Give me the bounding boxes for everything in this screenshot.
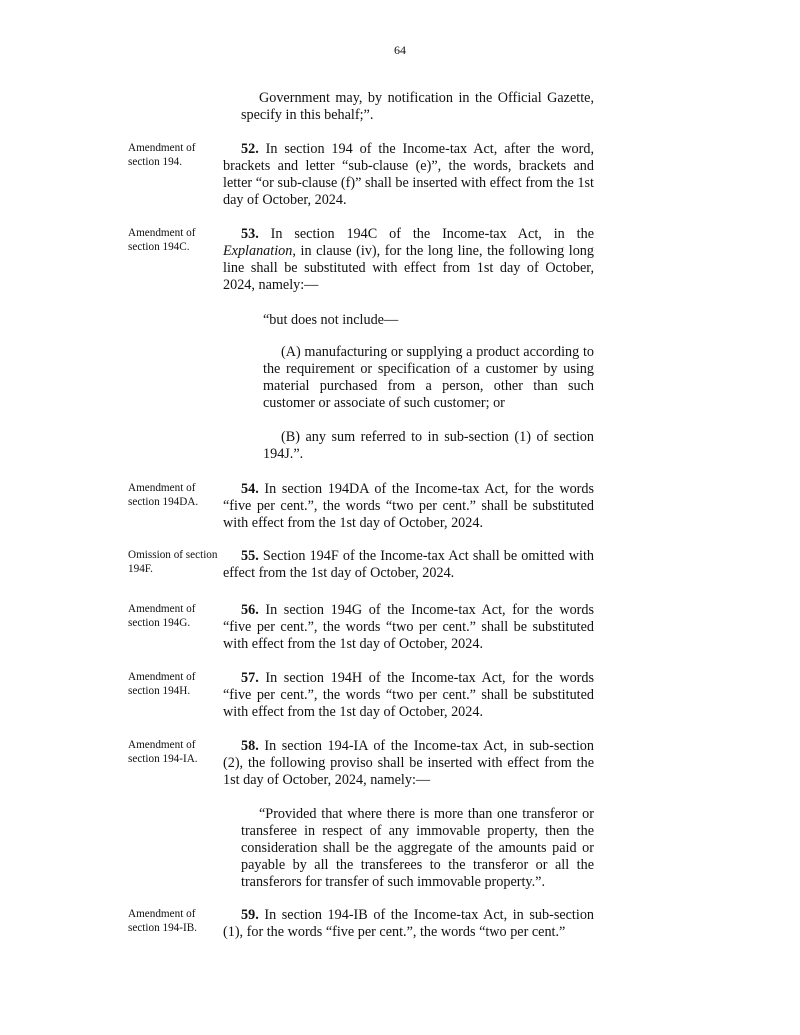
section-57-text: In section 194H of the Income-tax Act, for the words “five per cent.”, the words “two per cent.” shall be substituted with effect from the 1st day of October, 2024. (223, 670, 594, 720)
section-53 (223, 226, 594, 294)
section-58-text: In section 194-IA of the Income-tax Act, in sub-section (2), the following proviso shall be inserted with effect from the 1st day of October, 2024, namely:— (223, 738, 594, 788)
section-number-54: 54. (241, 481, 259, 497)
section-59 (223, 907, 594, 941)
section-53-text-a: In section 194C of the Income-tax Act, in the (270, 226, 594, 242)
section-number-59: 59. (241, 907, 259, 923)
margin-note-58: Amendment of section 194-IA. (128, 739, 198, 765)
section-number-58: 58. (241, 738, 259, 754)
section-53-italic: Explanation (223, 243, 293, 259)
section-57 (223, 670, 594, 721)
section-52 (223, 141, 594, 209)
section-54-text: In section 194DA of the Income-tax Act, for the words “five per cent.”, the words “two per cent.” shall be substituted with effect from the 1st day of October, 2024. (223, 481, 594, 531)
section-53-text-b: , in clause (iv), for the long line, the following long line shall be substituted with effect from 1st day of October, 2024, namely:— (223, 243, 594, 293)
section-52-text: In section 194 of the Income-tax Act, after the word, brackets and letter “sub-clause (e)”, the words, brackets and letter “or sub-clause (f)” shall be inserted with effect from the 1st day of October, 2024. (223, 141, 595, 208)
margin-note-56: Amendment of section 194G. (128, 603, 196, 629)
section-54 (223, 481, 594, 532)
page-number: 64 (394, 43, 406, 57)
section-53-quote-intro: “but does not include— (263, 312, 399, 328)
section-59-text: In section 194-IB of the Income-tax Act, in sub-section (1), for the words “five per cent.”, the words “two per cent.” (223, 907, 595, 940)
section-number-57: 57. (241, 670, 259, 686)
section-58 (223, 738, 594, 789)
section-number-52: 52. (241, 141, 259, 157)
section-53-item-b: (B) any sum referred to in sub-section (1) of section 194J.”. (263, 429, 594, 462)
margin-note-55: Omission of section 194F. (128, 549, 218, 575)
margin-note-54: Amendment of section 194DA. (128, 482, 199, 508)
section-number-55: 55. (241, 548, 259, 564)
section-55 (223, 548, 594, 582)
margin-note-52: Amendment of section 194. (128, 142, 196, 168)
section-number-56: 56. (241, 602, 259, 618)
margin-note-53: Amendment of section 194C. (128, 227, 196, 253)
margin-note-59: Amendment of section 194-IB. (128, 908, 197, 934)
section-58-proviso: “Provided that where there is more than one transferor or transferee in respect of any immovable property, then the consideration shall be the aggregate of the amounts paid or payable by all the transferees to the transferor or all the transferors for transfer of such immovable property.”. (241, 806, 594, 890)
section-53-item-a: (A) manufacturing or supplying a product according to the requirement or specification of a customer by using material purchased from a person, other than such customer or associate of such customer; or (263, 344, 594, 411)
section-56 (223, 602, 594, 653)
section-number-53: 53. (241, 226, 259, 242)
margin-note-57: Amendment of section 194H. (128, 671, 196, 697)
intro-continuation: Government may, by notification in the Official Gazette, specify in this behalf;”. (241, 90, 594, 123)
section-56-text: In section 194G of the Income-tax Act, for the words “five per cent.”, the words “two per cent.” shall be substituted with effect from the 1st day of October, 2024. (223, 602, 594, 652)
section-55-text: Section 194F of the Income-tax Act shall be omitted with effect from the 1st day of October, 2024. (223, 548, 595, 581)
